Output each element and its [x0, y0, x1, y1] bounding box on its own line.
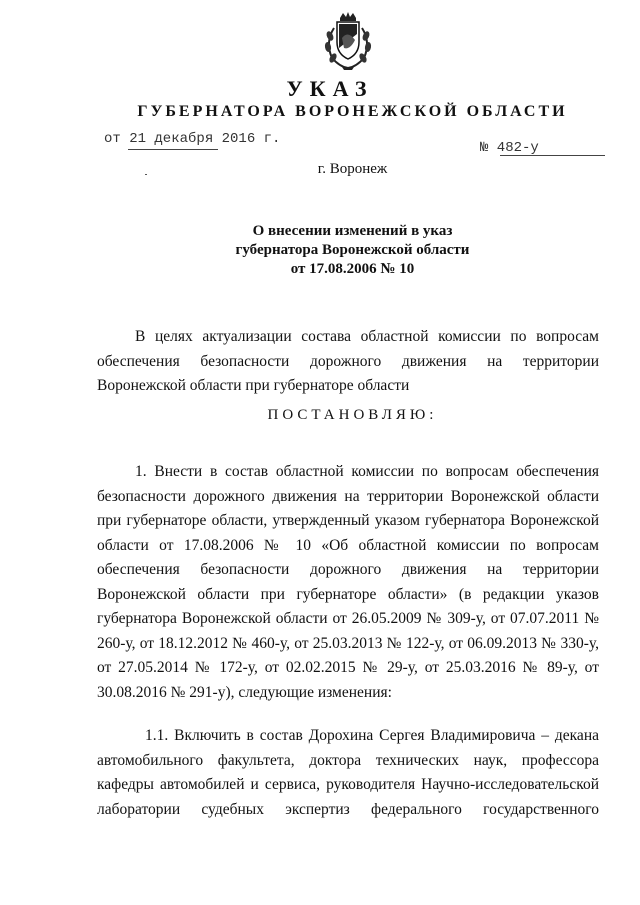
heading-line-1: О внесении изменений в указ — [252, 223, 453, 239]
document-heading — [0, 222, 640, 279]
document-issuer: ГУБЕРНАТОРА ВОРОНЕЖСКОЙ ОБЛАСТИ — [137, 103, 568, 120]
preamble-paragraph: В целях актуализации состава областной комиссии по вопросам обеспечения безопасности дорожного движения на территории Воронежской области при губернаторе области — [97, 328, 599, 394]
document-number: № 482-у — [480, 140, 539, 156]
scan-speck — [145, 174, 147, 175]
item-1-paragraph: 1. Внести в состав областной комиссии по вопросам обеспечения безопасности дорожного движения на территории Воронежской области при губернаторе области, утвержденный указом губернатора Воронежской области от 17.08.2006 № 10 «Об областной комиссии по вопросам обеспечения безопасности дорожного движения на территории Воронежской области при губернаторе области» (в редакции указов губернатора Воронежской области от 26.05.2009 № 309-у, от 07.07.2011 № 260-у, от 18.12.2012 № 460-у, от 25.03.2013 № 122-у, от 06.09.2013 № 330-у, от 27.05.2014 № 172-у, от 02.02.2015 № 29-у, от 25.03.2016 № 89-у, от 30.08.2016 № 291-у), следующие изменения: — [97, 463, 599, 701]
heading-line-3: от 17.08.2006 № 10 — [290, 261, 415, 277]
number-underline — [500, 155, 605, 156]
date-underline — [128, 149, 218, 150]
document-date: от 21 декабря 2016 г. — [104, 131, 281, 147]
item-1-1-paragraph: 1.1. Включить в состав Дорохина Сергея Владимировича – декана автомобильного факультета, доктора технических наук, профессора кафедры автомобилей и сервиса, руководителя Научно-исследовательской лаборатории судебных экспертиз федерального государственного — [97, 727, 599, 818]
heading-line-2: губернатора Воронежской области — [235, 242, 470, 258]
coat-of-arms-icon — [322, 12, 374, 72]
document-title: УКАЗ — [286, 76, 374, 101]
document-city: г. Воронеж — [317, 161, 388, 177]
decree-word: ПОСТАНОВЛЯЮ: — [267, 407, 438, 423]
